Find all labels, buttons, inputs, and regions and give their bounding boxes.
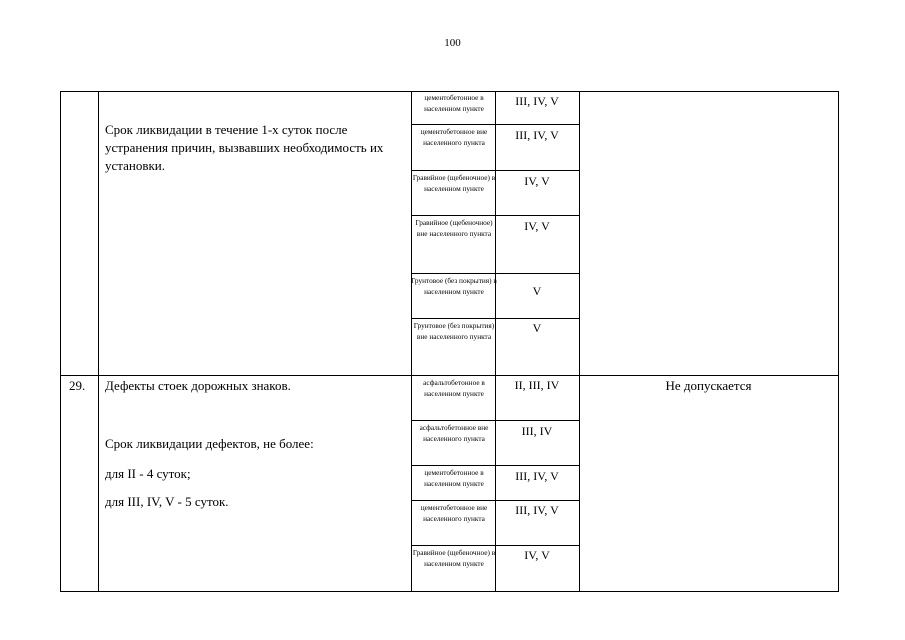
road-category: III, IV [521,424,553,438]
surface-type: Гравийное (щебеночное) в населенном пункте [412,548,496,568]
road-category: II, III, IV [514,378,560,392]
row29-deadline-ii: для II - 4 суток; [105,466,191,481]
row29-number: 29. [69,378,86,393]
column-divider [579,92,580,591]
row-divider [411,273,579,274]
row29-deadline-intro: Срок ликвидации дефектов, не более: [105,436,314,451]
road-category: V [532,284,542,298]
row-divider [411,215,579,216]
surface-type: Грунтовое (без покрытия) вне населенного пункта [413,321,495,341]
surface-type: асфальтобетонное в населенном пункте [423,378,485,398]
row-divider [411,465,579,466]
row-divider [411,170,579,171]
road-category: IV, V [524,548,550,562]
requirements-table [60,91,839,592]
road-category: III, IV, V [515,94,559,108]
surface-type: цементобетонное в населенном пункте [424,468,484,488]
road-category: III, IV, V [515,128,559,142]
column-divider [98,92,99,591]
road-category: III, IV, V [515,469,559,483]
surface-type: цементобетонное в населенном пункте [424,93,484,113]
row-divider [411,318,579,319]
road-category: IV, V [524,174,550,188]
road-category: V [532,321,542,335]
road-category: III, IV, V [515,503,559,517]
surface-type: Гравийное (щебеночное) вне населенного пункта [415,218,493,238]
page-number: 100 [444,37,461,49]
row29-deadline-iii-v: для III, IV, V - 5 суток. [105,494,229,509]
row-divider [411,124,579,125]
row28-description: Срок ликвидации в течение 1-х суток после устранения причин, вызвавших необходимость их установки. [105,122,384,173]
surface-type: цементобетонное вне населенного пункта [420,127,488,147]
row-divider [411,500,579,501]
row-divider [411,420,579,421]
surface-type: цементобетонное вне населенного пункта [420,503,488,523]
row-divider [411,545,579,546]
row-divider [61,375,838,376]
surface-type: Гравийное (щебеночное) в населенном пункте [412,173,496,193]
road-category: IV, V [524,219,550,233]
surface-type: Грунтовое (без покрытия) в населенном пункте [411,276,497,296]
row29-allowance: Не допускается [665,378,752,393]
surface-type: асфальтобетонное вне населенного пункта [419,423,489,443]
row29-title: Дефекты стоек дорожных знаков. [105,378,291,393]
